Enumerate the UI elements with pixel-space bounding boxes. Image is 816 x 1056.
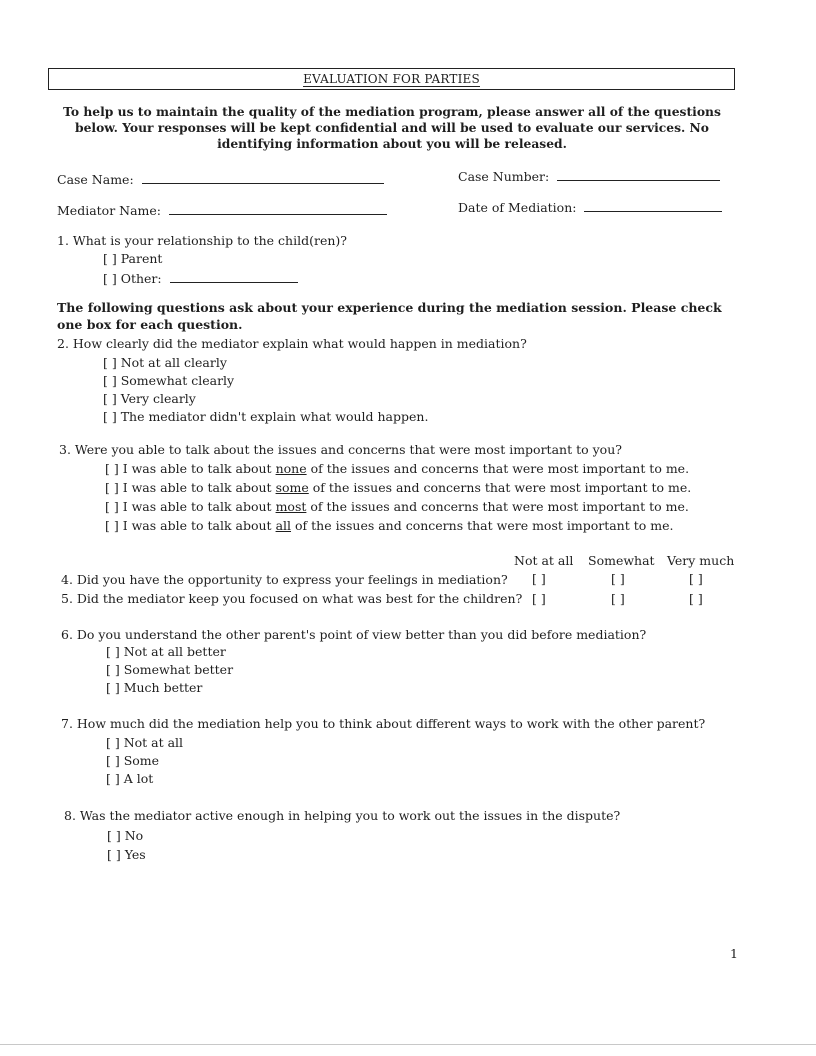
- mediator-name-field[interactable]: [57, 202, 387, 218]
- q5-box-somewhat[interactable]: [ ]: [611, 591, 625, 606]
- q2-option-2[interactable]: [ ] Somewhat clearly: [103, 373, 235, 388]
- q1-option-other-label: [ ] Other:: [103, 271, 162, 286]
- date-of-mediation-field[interactable]: [458, 199, 722, 215]
- matrix-header-somewhat: Somewhat: [588, 553, 655, 568]
- question-5: 5. Did the mediator keep you focused on what was best for the children?: [61, 591, 523, 606]
- q3-option-none[interactable]: [105, 461, 689, 476]
- q3-prefix: [ ] I was able to talk about: [105, 461, 272, 476]
- case-number-line[interactable]: [557, 168, 720, 181]
- q3-option-some[interactable]: [105, 480, 691, 495]
- q7-option-1[interactable]: [ ] Not at all: [106, 735, 184, 750]
- q5-box-very-much[interactable]: [ ]: [689, 591, 703, 606]
- date-of-mediation-line[interactable]: [584, 199, 722, 212]
- question-2: 2. How clearly did the mediator explain what would happen in mediation?: [57, 336, 527, 351]
- q2-option-3[interactable]: [ ] Very clearly: [103, 391, 196, 406]
- q1-other-line[interactable]: [170, 270, 298, 283]
- q2-option-1[interactable]: [ ] Not at all clearly: [103, 355, 227, 370]
- page-number: 1: [730, 946, 738, 961]
- question-8: 8. Was the mediator active enough in helping you to work out the issues in the dispute?: [64, 808, 621, 823]
- case-name-label: Case Name:: [57, 172, 134, 187]
- q5-box-not-at-all[interactable]: [ ]: [532, 591, 546, 606]
- q3-keyword-some: some: [275, 480, 309, 495]
- question-4: 4. Did you have the opportunity to express your feelings in mediation?: [61, 572, 508, 587]
- q3-suffix: of the issues and concerns that were most important to me.: [295, 518, 674, 533]
- q8-option-no[interactable]: [ ] No: [107, 828, 144, 843]
- matrix-header-not-at-all: Not at all: [514, 553, 574, 568]
- q2-option-4[interactable]: [ ] The mediator didn't explain what would happen.: [103, 409, 429, 424]
- form-title-box: [48, 68, 735, 90]
- question-7: 7. How much did the mediation help you to think about different ways to work with the other parent?: [61, 716, 706, 731]
- q3-suffix: of the issues and concerns that were most important to me.: [310, 499, 689, 514]
- q3-suffix: of the issues and concerns that were most important to me.: [310, 461, 690, 476]
- q7-option-3[interactable]: [ ] A lot: [106, 771, 154, 786]
- q7-option-2[interactable]: [ ] Some: [106, 753, 160, 768]
- q4-box-somewhat[interactable]: [ ]: [611, 571, 625, 586]
- q3-suffix: of the issues and concerns that were most important to me.: [312, 480, 692, 495]
- case-number-label: Case Number:: [458, 169, 550, 184]
- q3-keyword-none: none: [275, 461, 307, 476]
- date-of-mediation-label: Date of Mediation:: [458, 200, 577, 215]
- q6-option-3[interactable]: [ ] Much better: [106, 680, 203, 695]
- q3-prefix: [ ] I was able to talk about: [105, 499, 272, 514]
- q1-option-other[interactable]: [103, 270, 298, 286]
- case-number-field[interactable]: [458, 168, 720, 184]
- intro-paragraph: To help us to maintain the quality of the mediation program, please answer all of the questions below. Your responses will be kept confidential and will be used to evaluate our services. No identifying information about you will be released.: [63, 104, 721, 151]
- mediator-name-label: Mediator Name:: [57, 203, 161, 218]
- question-6: 6. Do you understand the other parent's point of view better than you did before mediation?: [61, 627, 647, 642]
- question-3: 3. Were you able to talk about the issues and concerns that were most important to you?: [59, 442, 622, 457]
- case-name-line[interactable]: [142, 171, 384, 184]
- q6-option-2[interactable]: [ ] Somewhat better: [106, 662, 234, 677]
- q3-prefix: [ ] I was able to talk about: [105, 480, 272, 495]
- q3-keyword-all: all: [275, 518, 292, 533]
- q1-option-parent[interactable]: [ ] Parent: [103, 251, 163, 266]
- mediator-name-line[interactable]: [169, 202, 387, 215]
- form-title: EVALUATION FOR PARTIES: [303, 72, 480, 86]
- q3-option-all[interactable]: [105, 518, 673, 533]
- question-1: 1. What is your relationship to the child(ren)?: [57, 233, 347, 248]
- q3-option-most[interactable]: [105, 499, 689, 514]
- q4-box-very-much[interactable]: [ ]: [689, 571, 703, 586]
- case-name-field[interactable]: [57, 171, 384, 187]
- q3-keyword-most: most: [275, 499, 307, 514]
- q8-option-yes[interactable]: [ ] Yes: [107, 847, 146, 862]
- section-instructions: The following questions ask about your experience during the mediation session. Please check one box for each question.: [57, 300, 722, 332]
- q6-option-1[interactable]: [ ] Not at all better: [106, 644, 226, 659]
- matrix-header-very-much: Very much: [667, 553, 735, 568]
- page-bottom-edge: [0, 1044, 816, 1045]
- q3-prefix: [ ] I was able to talk about: [105, 518, 272, 533]
- q4-box-not-at-all[interactable]: [ ]: [532, 571, 546, 586]
